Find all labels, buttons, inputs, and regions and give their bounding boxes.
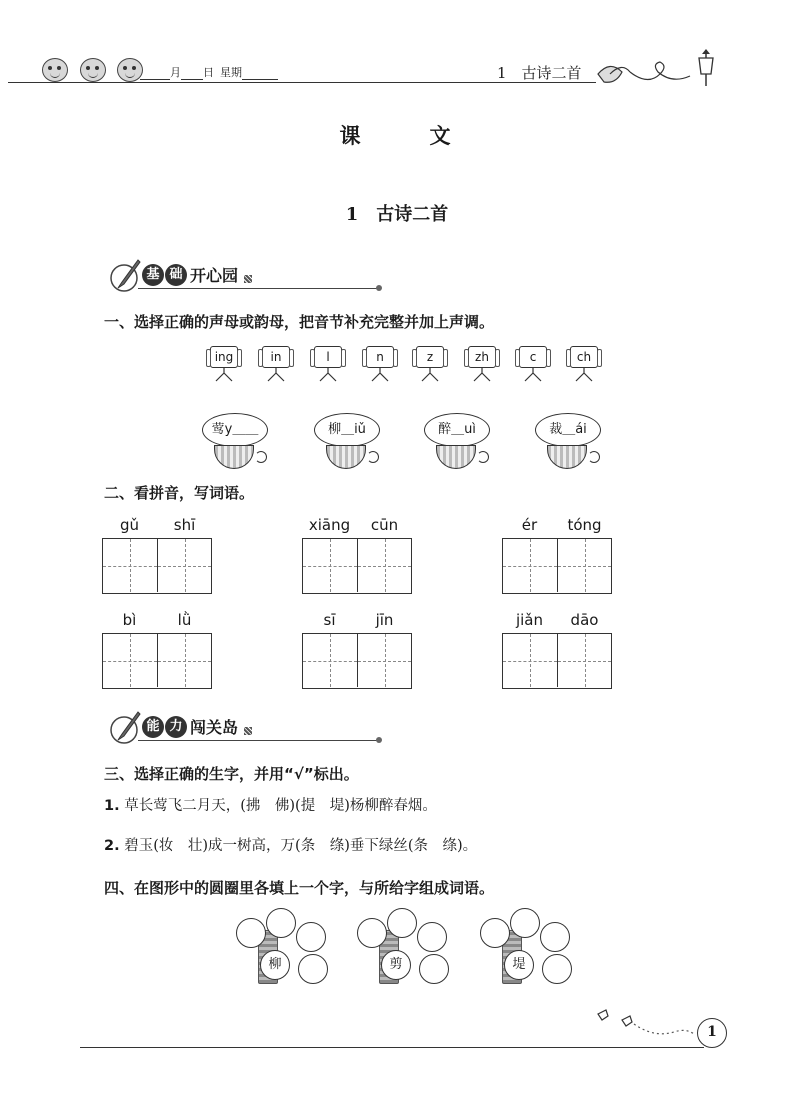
banner-square-icon (244, 275, 252, 283)
birds-trail-icon (594, 1004, 698, 1044)
answer-circle[interactable] (542, 954, 572, 984)
month-label: 月 (170, 66, 181, 79)
given-char: 堤 (504, 950, 534, 980)
writing-grid[interactable] (102, 633, 212, 689)
answer-circle[interactable] (540, 922, 570, 952)
lantern-option: c (516, 346, 550, 384)
banner-square-icon (244, 727, 252, 735)
given-char: 剪 (381, 950, 411, 980)
badge-char: 基 (142, 264, 164, 286)
answer-circle[interactable] (417, 922, 447, 952)
badge-char: 力 (165, 716, 187, 738)
answer-circle[interactable] (296, 922, 326, 952)
question-3-item-2: 2. 碧玉(妆 壮)成一树高，万(条 绦)垂下绿丝(条 绦)。 (104, 838, 478, 854)
smiley-face-icon (42, 58, 68, 82)
section-banner-basics (108, 258, 378, 294)
lantern-option: z (413, 346, 447, 384)
question-1: 一、选择正确的声母或韵母，把音节补充完整并加上声调。 (104, 313, 495, 331)
question-4: 四、在图形中的圆圈里各填上一个字，与所给字组成词语。 (104, 879, 495, 897)
banner-dot (376, 737, 382, 743)
section-banner-ability (108, 710, 378, 746)
lantern-option: ch (567, 346, 601, 384)
pinyin-word: xiāng cūn (302, 516, 412, 594)
syllable-blank[interactable]: 裁＿ái (533, 413, 605, 473)
question-3-item-1: 1. 草长莺飞二月天，(拂 佛)(提 堤)杨柳醉春烟。 (104, 798, 437, 814)
weekday-label: 星期 (220, 66, 242, 79)
header-lesson-title: 1 古诗二首 (497, 64, 582, 82)
banner-title: 开心园 (190, 266, 239, 285)
writing-grid[interactable] (102, 538, 212, 594)
pinyin-word: ér tóng (502, 516, 612, 594)
lantern-option: zh (465, 346, 499, 384)
banner-line (138, 288, 378, 289)
lantern-option: n (363, 346, 397, 384)
neutral-face-icon (80, 58, 106, 82)
syllable-blank[interactable]: 莺y＿＿ (200, 413, 272, 473)
given-char: 柳 (260, 950, 290, 980)
lantern-option: in (259, 346, 293, 384)
pinyin-word: jiǎn dāo (502, 611, 612, 689)
section-title: 课 文 (339, 123, 475, 148)
writing-grid[interactable] (302, 633, 412, 689)
footer-divider (80, 1047, 704, 1048)
answer-circle[interactable] (510, 908, 540, 938)
banner-line (138, 740, 378, 741)
tree-word-diagram (480, 908, 575, 988)
banner-title: 闯关岛 (190, 718, 239, 737)
pinyin-word: bì lǜ (102, 611, 212, 689)
syllable-blank[interactable]: 醉＿uì (422, 413, 494, 473)
answer-circle[interactable] (419, 954, 449, 984)
answer-circle[interactable] (266, 908, 296, 938)
syllable-blank[interactable]: 柳＿iǔ (312, 413, 384, 473)
tree-word-diagram (357, 908, 452, 988)
lantern-option: ing (207, 346, 241, 384)
tree-word-diagram (236, 908, 331, 988)
badge-char: 础 (165, 264, 187, 286)
butterfly-vine-icon (596, 46, 726, 92)
lesson-title: 1 古诗二首 (345, 204, 449, 225)
pinyin-word: sī jīn (302, 611, 412, 689)
answer-circle[interactable] (480, 918, 510, 948)
answer-circle[interactable] (298, 954, 328, 984)
banner-dot (376, 285, 382, 291)
answer-circle[interactable] (387, 908, 417, 938)
question-3: 三、选择正确的生字，并用“√”标出。 (104, 765, 359, 783)
writing-grid[interactable] (302, 538, 412, 594)
writing-grid[interactable] (502, 538, 612, 594)
header-divider (8, 82, 596, 83)
date-field (140, 64, 278, 80)
question-2: 二、看拼音，写词语。 (104, 484, 255, 502)
lantern-option: l (311, 346, 345, 384)
pinyin-word: gǔ shī (102, 516, 212, 594)
badge-char: 能 (142, 716, 164, 738)
answer-circle[interactable] (236, 918, 266, 948)
day-label: 日 (203, 66, 214, 79)
answer-circle[interactable] (357, 918, 387, 948)
page-number: 1 (697, 1018, 727, 1048)
writing-grid[interactable] (502, 633, 612, 689)
